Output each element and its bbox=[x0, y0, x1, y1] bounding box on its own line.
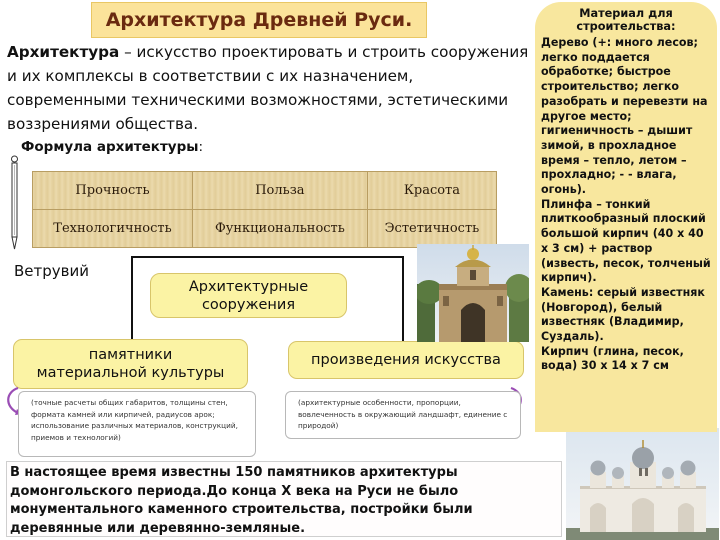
materials-title bbox=[541, 7, 711, 33]
connector-top bbox=[131, 256, 403, 258]
formula-value-row bbox=[33, 210, 497, 248]
golden-gate-photo bbox=[417, 244, 529, 342]
pencil-icon bbox=[10, 155, 19, 250]
formula-header-row bbox=[33, 172, 497, 210]
connector-right bbox=[402, 256, 404, 341]
monuments-line1: памятники bbox=[88, 347, 173, 363]
structures-root-line1: Архитектурные bbox=[188, 278, 309, 295]
monuments-box bbox=[13, 339, 248, 389]
formula-header-strength: Прочность bbox=[33, 172, 193, 210]
formula-header-beauty: Красота bbox=[367, 172, 496, 210]
monuments-line2: материальной культуры bbox=[36, 365, 225, 381]
vitruvius-label: Ветрувий bbox=[14, 262, 89, 280]
formula-value-technology: Технологичность bbox=[33, 210, 193, 248]
structures-root-line2: сооружения bbox=[201, 296, 296, 313]
formula-label-text: Формула архитектуры bbox=[21, 139, 199, 155]
bottom-info-text: В настоящее время известны 150 памятников архитектуры домонгольского периода.До конца X века на Руси не было монументального каменного строительства, постройки были деревянные или деревянно-земляные. bbox=[6, 461, 562, 537]
connector-left bbox=[131, 256, 133, 339]
architectural-structures-box bbox=[150, 273, 347, 318]
architecture-definition bbox=[7, 40, 532, 136]
monuments-note: (точные расчеты общих габаритов, толщины стен, формата камней или кирпичей, радиусов арок; использование различных материалов, конструкций, приемов и технологий) bbox=[18, 391, 256, 457]
material-wood: Дерево (+: много лесов; легко поддается обработке; быстрое строительство; легко разобрать и перевезти на другое место; гигиеничность – дышит зимой, в прохладное время – тепло, летом – прохладно; - - влага, огонь). bbox=[541, 36, 708, 197]
materials-title-line2: строительства: bbox=[576, 20, 676, 33]
material-stone: Камень: серый известняк (Новгород), белый известняк (Владимир, Суздаль). bbox=[541, 285, 705, 344]
formula-value-function: Функциональность bbox=[192, 210, 367, 248]
formula-value-aesthetics: Эстетичность bbox=[367, 210, 496, 248]
formula-label-colon: : bbox=[198, 139, 204, 155]
definition-text: – искусство проектировать и строить сооружения и их комплексы в соответствии с их назначением, современными техническими возможностями, эстетическими воззрениями общества. bbox=[7, 43, 529, 133]
building-materials-panel bbox=[535, 2, 717, 432]
formula-label bbox=[21, 139, 203, 155]
formula-header-utility: Польза bbox=[192, 172, 367, 210]
works-of-art-box: произведения искусства bbox=[288, 341, 524, 379]
material-plinth: Плинфа – тонкий плиткообразный плоский большой кирпич (40 х 40 х 3 см) + раствор (известь, песок, толченый кирпич). bbox=[541, 197, 711, 285]
art-note: (архитектурные особенности, пропорции, вовлеченность в окружающий ландшафт, единение с природой) bbox=[285, 391, 521, 439]
page-title: Архитектура Древней Руси. bbox=[91, 2, 427, 38]
formula-table bbox=[32, 171, 497, 248]
materials-title-line1: Материал для bbox=[579, 7, 673, 20]
material-brick: Кирпич (глина, песок, вода) 30 х 14 х 7 см bbox=[541, 344, 684, 373]
cathedral-photo bbox=[566, 428, 719, 540]
definition-term: Архитектура bbox=[7, 43, 120, 61]
